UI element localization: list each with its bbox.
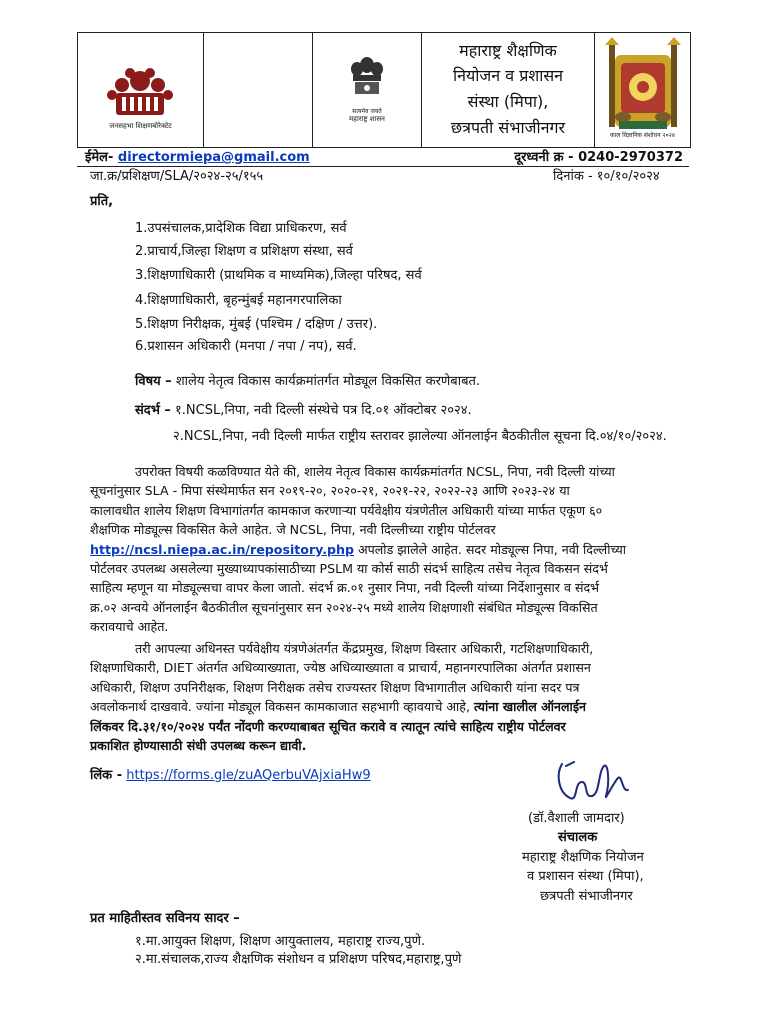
- email-line: [85, 147, 310, 165]
- text-line-bold: लिंकवर दि.३१/१०/२०२४ पर्यंत नोंदणी करण्याबाबत सूचित करावे व त्यातून त्यांचे साहित्य राष्ट्रीय पोर्टलवर: [90, 718, 566, 734]
- cc-heading: प्रत माहितीस्तव सविनय सादर –: [90, 911, 240, 926]
- subject-text: शालेय नेतृत्व विकास कार्यक्रमांतर्गत मोड्यूल विकसित करणेबाबत.: [175, 374, 481, 389]
- form-link-line: [90, 767, 371, 785]
- letter-number: जा.क्र/प्रशिक्षण/SLA/२०२४-२५/१५५: [90, 169, 264, 184]
- signatory-title: संचालक: [558, 830, 598, 845]
- miepa-seal-icon: [595, 33, 690, 147]
- text-line: शैक्षणिक मोड्यूल्स विकसित केले आहेत. जे NCSL, निपा, नवी दिल्लीच्या राष्ट्रीय पोर्टलवर: [90, 522, 496, 538]
- signatory-name: (डॉ.वैशाली जामदार): [528, 811, 625, 826]
- emblem-cell: [313, 33, 422, 147]
- text-line: सूचनांनुसार SLA - मिपा संस्थेमार्फत सन २०१९-२०, २०२०-२१, २०२१-२२, २०२२-२३ आणि २०२३-२४ या: [90, 483, 570, 499]
- institute-name-cell: [422, 33, 595, 147]
- text-line: उपरोक्त विषयी कळविण्यात येते की, शालेय नेतृत्व विकास कार्यक्रमांतर्गत NCSL, निपा, नवी दिल्ली यांच्या: [135, 464, 615, 479]
- reference-line-1: [135, 402, 472, 420]
- email-link[interactable]: directormiepa@gmail.com: [117, 150, 310, 165]
- right-logo-cell: [595, 33, 690, 147]
- text-fragment-bold: त्यांना खालील ऑनलाईन: [474, 699, 586, 715]
- reference-item: २.NCSL,निपा, नवी दिल्ली मार्फत राष्ट्रीय स्तरावर झालेल्या ऑनलाईन बैठकीतील सूचना दि.०४/१०/२०२४.: [173, 429, 667, 444]
- text-fragment: अपलोड झालेले आहेत. सदर मोड्यूल्स निपा, नवी दिल्लीच्या: [353, 541, 627, 557]
- recipient-item: 2.प्राचार्य,जिल्हा शिक्षण व प्रशिक्षण संस्था, सर्व: [135, 244, 353, 259]
- body-paragraph-2: [90, 639, 678, 755]
- institute-name-line: संस्था (मिपा),: [467, 92, 549, 111]
- phone-label: दूरध्वनी क्र -: [514, 150, 574, 165]
- text-line: [90, 540, 678, 559]
- signatory-org: महाराष्ट्र शैक्षणिक नियोजन: [522, 850, 644, 865]
- registration-form-link[interactable]: https://forms.gle/zuAQerbuVAjxiaHw9: [126, 768, 371, 783]
- phone-number: 0240-2970372: [578, 150, 683, 165]
- reference-item: १.NCSL,निपा, नवी दिल्ली संस्थेचे पत्र दि.०१ ऑक्टोबर २०२४.: [175, 403, 472, 418]
- letterhead: [77, 32, 691, 148]
- letter-date: दिनांक - १०/१०/२०२४: [553, 169, 660, 184]
- institute-name-line: नियोजन व प्रशासन: [452, 66, 564, 85]
- right-logo-caption: काल विज्ञानिक संशोधन २०२४: [610, 132, 675, 139]
- recipient-item: 3.शिक्षणाधिकारी (प्राथमिक व माध्यमिक),जिल्हा परिषद, सर्व: [135, 268, 422, 283]
- text-line: साहित्य म्हणून या मोड्यूल्सचा वापर केला जातो. संदर्भ क्र.०१ नुसार निपा, नवी दिल्ली यांच्या निर्देशानुसार व संदर्भ: [90, 580, 600, 596]
- text-line: शिक्षणाधिकारी, DIET अंतर्गत अधिव्याख्याता, ज्येष्ठ अधिव्याख्याता व प्राचार्य, महानगरपालिका अंतर्गत प्रशासन: [90, 660, 591, 676]
- phone-line: [514, 147, 683, 165]
- recipient-item: 1.उपसंचालक,प्रादेशिक विद्या प्राधिकरण, सर्व: [135, 221, 347, 236]
- recipient-item: 5.शिक्षण निरीक्षक, मुंबई (पश्चिम / दक्षिण / उत्तर).: [135, 317, 378, 332]
- cc-item: १.मा.आयुक्त शिक्षण, शिक्षण आयुक्तालय, महाराष्ट्र राज्य,पुणे.: [135, 934, 426, 949]
- left-logo-cell: [78, 33, 204, 147]
- signatory-org: व प्रशासन संस्था (मिपा),: [527, 869, 644, 884]
- left-logo-caption: जनसहभा शिक्षणबोरेक्टेट: [109, 122, 172, 130]
- text-line: अधिकारी, शिक्षण उपनिरीक्षक, शिक्षण निरीक्षक तसेच राज्यस्तर शिक्षण विभागातील अधिकारी यांना सदर पत्र: [90, 679, 580, 695]
- ashoka-emblem-icon: [313, 33, 421, 147]
- recipient-item: 4.शिक्षणाधिकारी, बृहन्मुंबई महानगरपालिका: [135, 293, 342, 308]
- email-label: ईमेल-: [85, 150, 114, 165]
- recipient-item: 6.प्रशासन अधिकारी (मनपा / नपा / नप), सर्व.: [135, 339, 357, 354]
- signature-icon: [548, 752, 638, 812]
- institute-name-line: छत्रपती संभाजीनगर: [450, 118, 566, 137]
- subject-line: [135, 373, 480, 391]
- to-heading: प्रति,: [90, 194, 114, 209]
- body-paragraph-1: [90, 462, 678, 637]
- reference-label: संदर्भ –: [135, 403, 171, 418]
- emblem-motto: सत्यमेव जयते: [352, 108, 382, 115]
- text-line: पोर्टलवर उपलब्ध असलेल्या मुख्याध्यापकांसाठीच्या PSLM या कोर्स साठी संदर्भ साहित्य तसेच नेतृत्व विकसन संदर्भ: [90, 561, 608, 577]
- text-line: [90, 697, 678, 716]
- text-line: क्र.०२ अन्वये ऑनलाईन बैठकीतील सूचनांनुसार सन २०२४-२५ मध्ये शालेय शिक्षणाशी संबंधित मोड्यूल्स विकसित: [90, 599, 598, 615]
- text-line: कालावधीत शालेय शिक्षण विभागांतर्गत कामकाज करणाऱ्या पर्यवेक्षीय यंत्रणेतील अधिकारी यांच्या मार्फत एकूण ६०: [90, 502, 603, 518]
- contact-bar: [77, 146, 689, 167]
- blank-cell: [204, 33, 313, 147]
- text-line: करावयाचे आहेत.: [90, 619, 169, 635]
- institute-name-line: महाराष्ट्र शैक्षणिक: [459, 41, 557, 60]
- cc-item: २.मा.संचालक,राज्य शैक्षणिक संशोधन व प्रशिक्षण परिषद,महाराष्ट्र,पुणे: [135, 952, 462, 967]
- text-line-bold: प्रकाशित होण्यासाठी संधी उपलब्ध करून द्यावी.: [90, 738, 307, 754]
- emblem-caption: महाराष्ट्र शासन: [349, 115, 385, 123]
- link-label: लिंक -: [90, 768, 123, 783]
- repository-link[interactable]: http://ncsl.niepa.ac.in/repository.php: [90, 541, 354, 557]
- signatory-city: छत्रपती संभाजीनगर: [540, 889, 633, 904]
- text-line: तरी आपल्या अधिनस्त पर्यवेक्षीय यंत्रणेअंतर्गत केंद्रप्रमुख, शिक्षण विस्तार अधिकारी, गटशिक्षणाधिकारी,: [135, 641, 594, 656]
- subject-label: विषय –: [135, 374, 172, 389]
- text-fragment: अवलोकनार्थ दाखवावे. ज्यांना मोड्यूल विकसन कामकाजात सहभागी व्हावयाचे आहे,: [90, 699, 474, 715]
